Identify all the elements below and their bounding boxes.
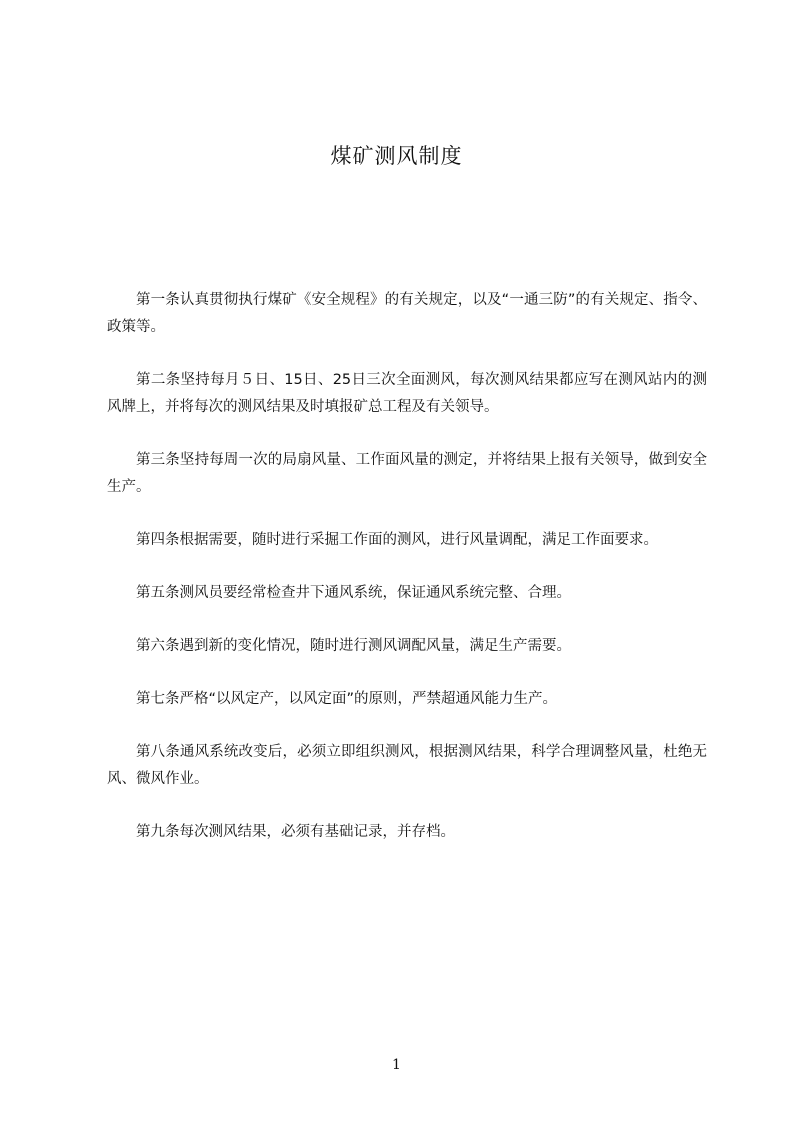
- article-list: [107, 287, 707, 872]
- article-9: 第九条每次测风结果，必须有基础记录，并存档。: [136, 824, 455, 840]
- page-number: 1: [392, 1057, 401, 1073]
- article-1: 第一条认真贯彻执行煤矿《安全规程》的有关规定，以及“一通三防”的有关规定、指令、政策等。: [107, 292, 707, 335]
- article-5: 第五条测风员要经常检查井下通风系统，保证通风系统完整、合理。: [136, 585, 571, 601]
- document-title: 煤矿测风制度: [330, 144, 463, 168]
- article-4: 第四条根据需要，随时进行采掘工作面的测风，进行风量调配，满足工作面要求。: [136, 532, 658, 548]
- article-8: 第八条通风系统改变后，必须立即组织测风，根据测风结果，科学合理调整风量，杜绝无风、微风作业。: [107, 744, 707, 787]
- article-7: 第七条严格“以风定产，以风定面”的原则，严禁超通风能力生产。: [136, 691, 558, 707]
- article-3: 第三条坚持每周一次的局扇风量、工作面风量的测定，并将结果上报有关领导，做到安全生产。: [107, 452, 707, 495]
- article-6: 第六条遇到新的变化情况，随时进行测风调配风量，满足生产需要。: [136, 638, 571, 654]
- article-2: 第二条坚持每月５日、15日、25日三次全面测风，每次测风结果都应写在测风站内的测风牌上，并将每次的测风结果及时填报矿总工程及有关领导。: [107, 372, 707, 415]
